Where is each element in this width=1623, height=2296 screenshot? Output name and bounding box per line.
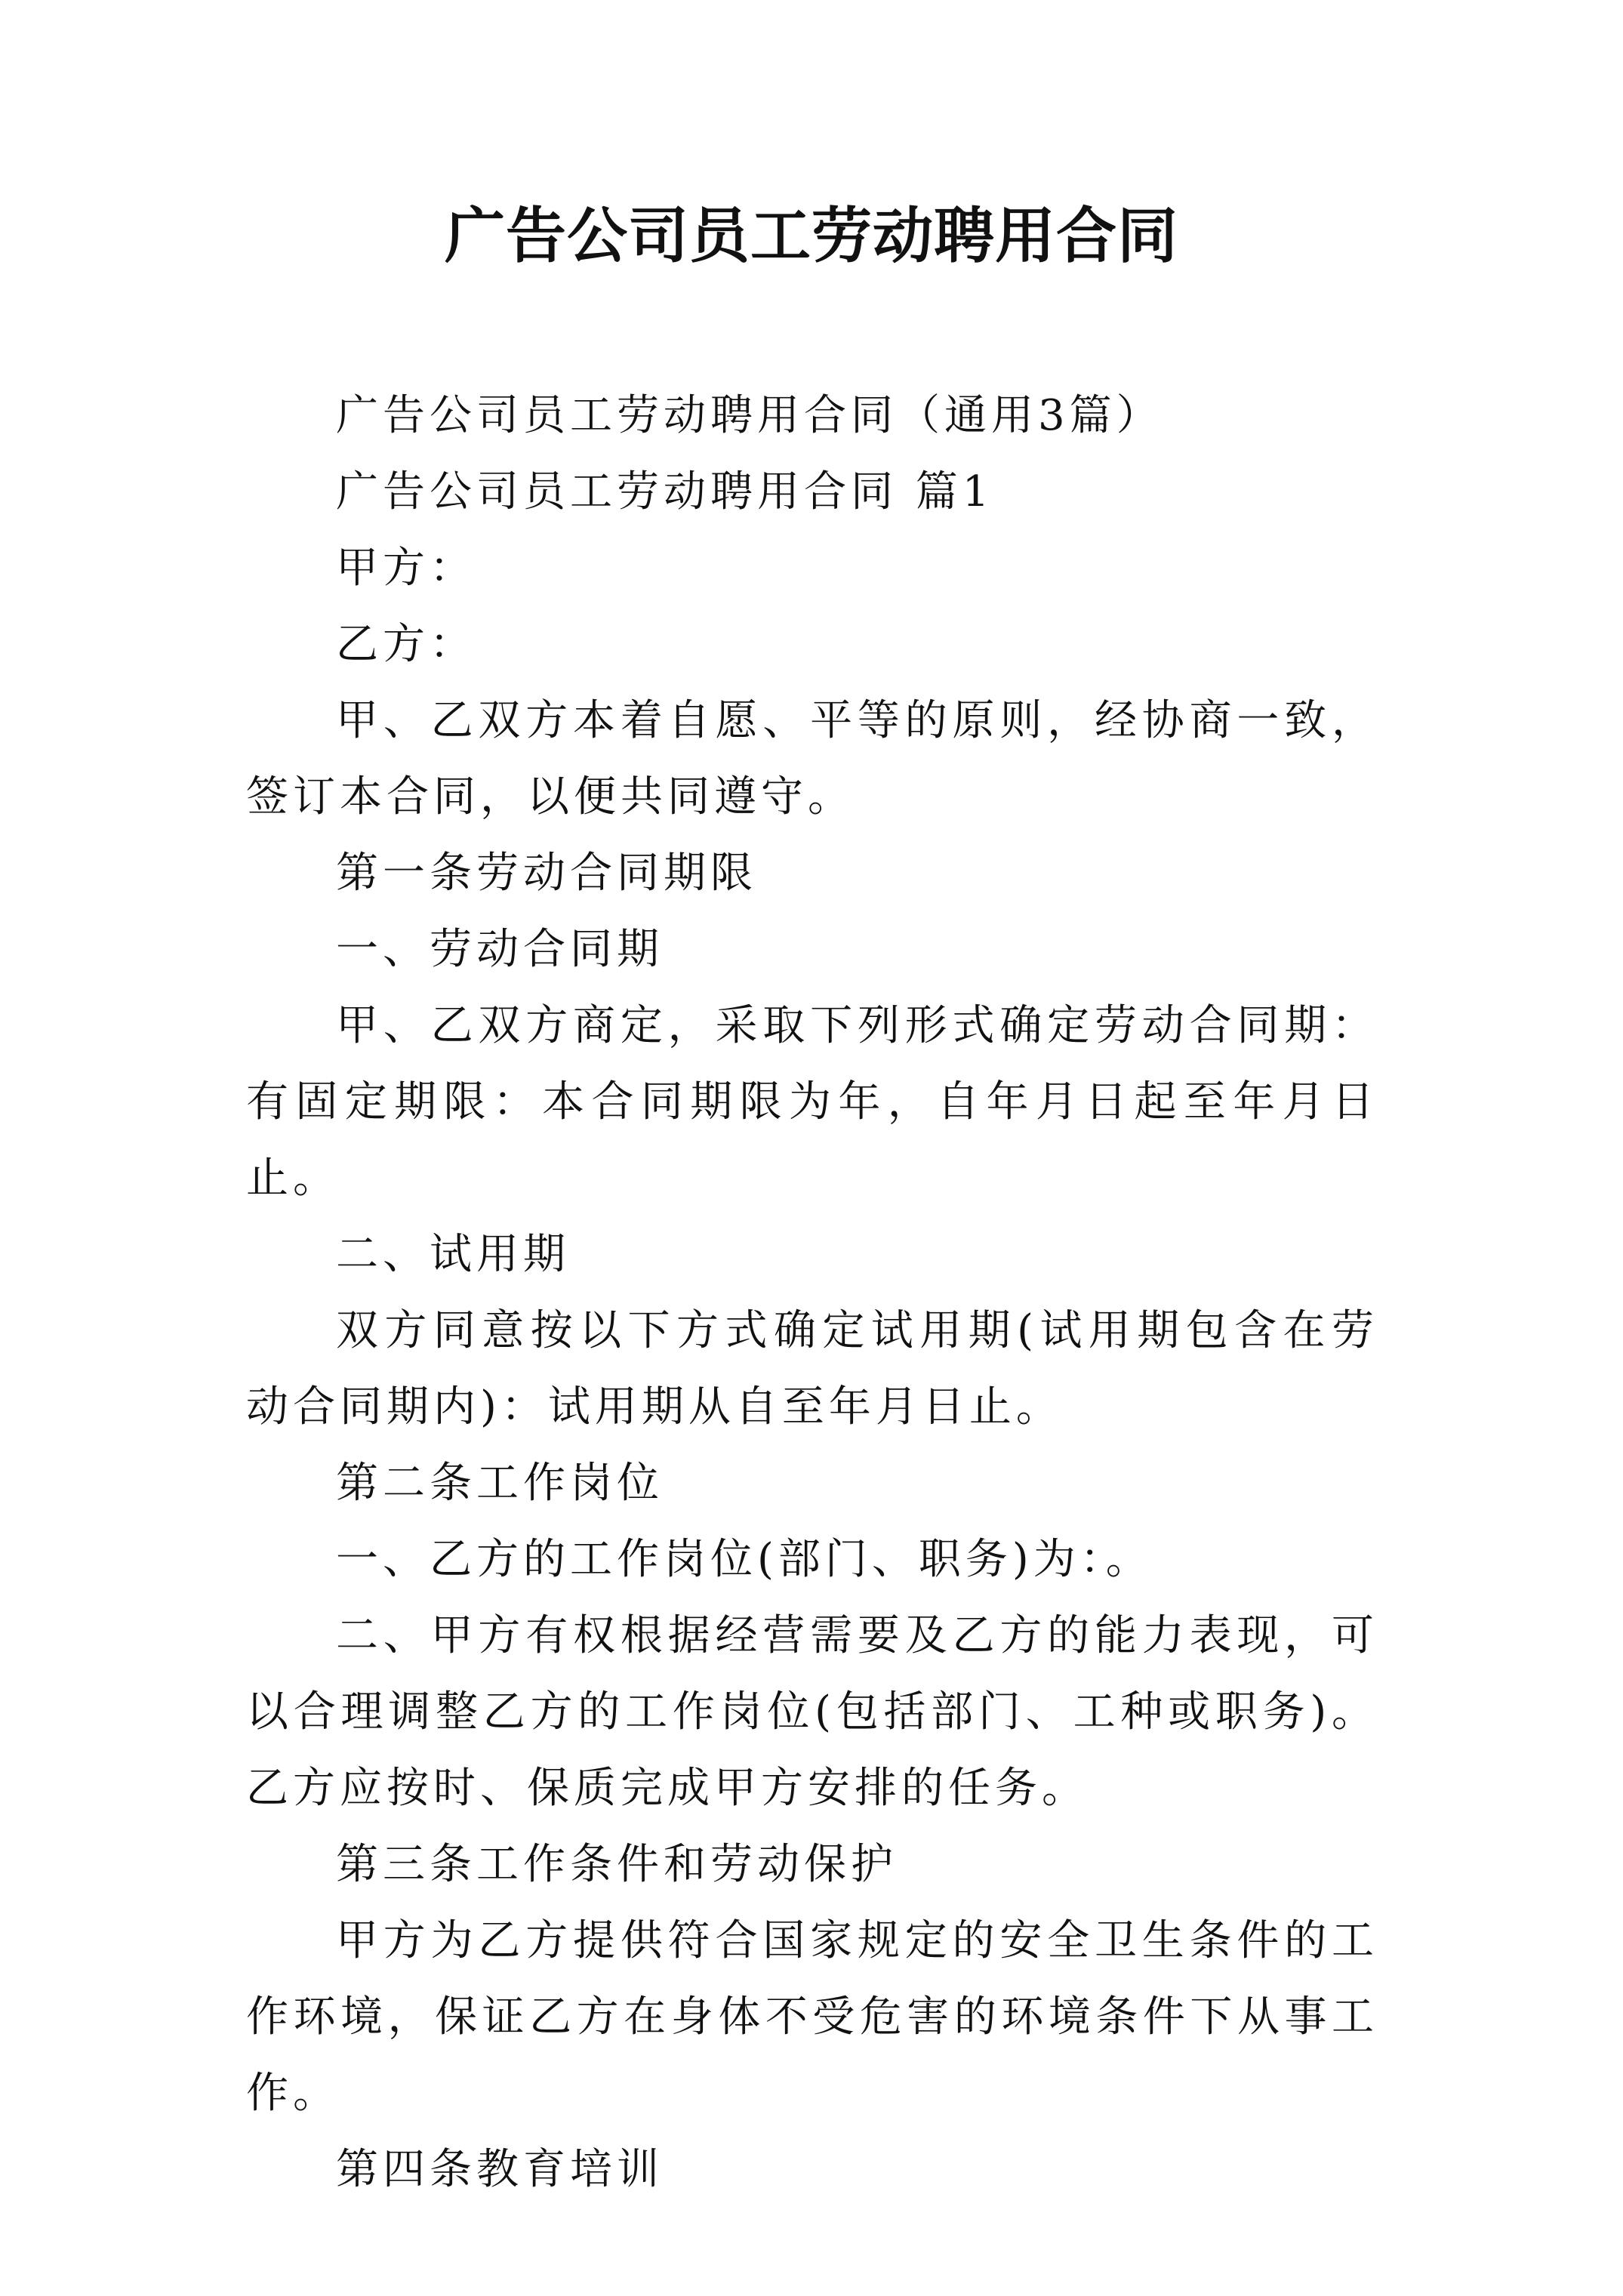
article-heading: 第一条劳动合同期限 [336,849,757,898]
clause-paragraph: 甲、乙双方商定，采取下列形式确定劳动合同期：有固定期限：本合同期限为年，自年月日起至年月日止。 [246,1001,1378,1203]
section-heading: 广告公司员工劳动聘用合同 篇1 [336,467,994,516]
clause-heading: 一、劳动合同期 [336,925,664,974]
clause-paragraph: 一、乙方的工作岗位(部门、职务)为：。 [336,1535,1153,1584]
clause-paragraph: 二、甲方有权根据经营需要及乙方的能力表现，可以合理调整乙方的工作岗位(包括部门、工种或职务)。乙方应按时、保质完成甲方安排的任务。 [246,1611,1378,1813]
article-heading: 第二条工作岗位 [336,1459,664,1508]
document-body [246,378,1378,2208]
preamble-paragraph: 甲、乙双方本着自愿、平等的原则，经协商一致，签订本合同，以便共同遵守。 [246,696,1378,821]
article-heading: 第三条工作条件和劳动保护 [336,1840,898,1889]
clause-paragraph: 双方同意按以下方式确定试用期(试用期包含在劳动合同期内)：试用期从自至年月日止。 [246,1306,1378,1432]
article-heading: 第四条教育培训 [336,2145,664,2194]
clause-paragraph: 甲方为乙方提供符合国家规定的安全卫生条件的工作环境，保证乙方在身体不受危害的环境条件下从事工作。 [246,1916,1378,2118]
party-a-line: 甲方： [336,544,476,593]
subtitle-paragraph: 广告公司员工劳动聘用合同（通用3篇） [336,391,1163,440]
party-b-line: 乙方： [336,620,476,669]
clause-heading: 二、试用期 [336,1230,570,1279]
document-title: 广告公司员工劳动聘用合同 [445,200,1178,271]
